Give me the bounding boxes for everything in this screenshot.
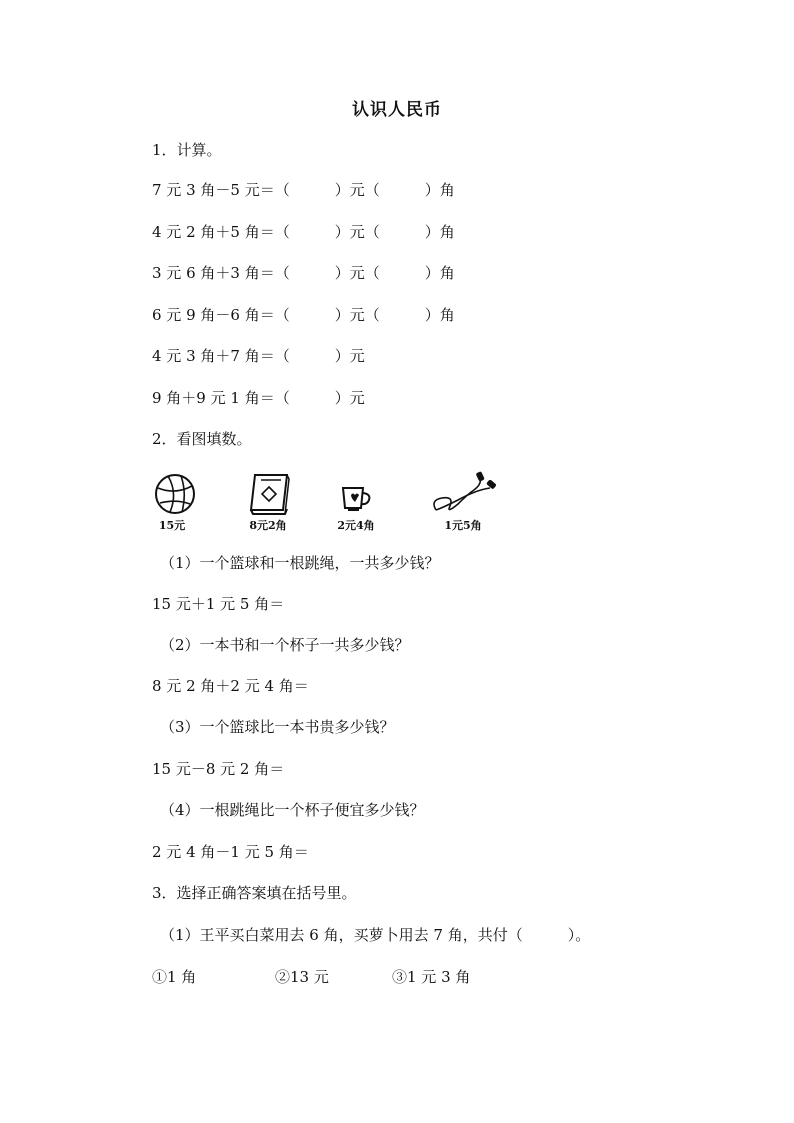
calc-row-2: 4 元 2 角＋5 角＝（ ）元（ ）角	[152, 223, 455, 241]
equation-2-3: 15 元－8 元 2 角＝	[152, 760, 285, 778]
page-title: 认识人民币	[352, 100, 442, 120]
cup-icon	[340, 484, 374, 514]
equation-2-4: 2 元 4 角－1 元 5 角＝	[152, 843, 309, 861]
calc-row-5: 4 元 3 角＋7 角＝（ ）元	[152, 347, 365, 365]
option-1: ①1 角	[152, 968, 197, 986]
question-2-2: （2）一本书和一个杯子一共多少钱？	[160, 636, 410, 654]
question-3-1: （1）王平买白菜用去 6 角，买萝卜用去 7 角，共付（ ）。	[160, 926, 591, 944]
jump-rope-icon	[428, 470, 500, 516]
option-2: ②13 元	[275, 968, 329, 986]
calc-row-3: 3 元 6 角＋3 角＝（ ）元（ ）角	[152, 264, 455, 282]
question-2-3: （3）一个篮球比一本书贵多少钱？	[160, 718, 395, 736]
book-price: 8元2角	[249, 519, 287, 532]
question-2-4: （4）一根跳绳比一个杯子便宜多少钱？	[160, 801, 425, 819]
basketball-icon	[154, 473, 196, 515]
section2-heading: 2．看图填数。	[152, 430, 252, 448]
section3-heading: 3．选择正确答案填在括号里。	[152, 884, 357, 902]
equation-2-1: 15 元＋1 元 5 角＝	[152, 595, 285, 613]
basketball-price: 15元	[158, 519, 186, 532]
cup-price: 2元4角	[337, 519, 375, 532]
calc-row-1: 7 元 3 角－5 元＝（ ）元（ ）角	[152, 181, 455, 199]
book-icon	[245, 472, 295, 516]
section1-heading: 1．计算。	[152, 141, 222, 159]
calc-row-4: 6 元 9 角－6 角＝（ ）元（ ）角	[152, 306, 455, 324]
calc-row-6: 9 角＋9 元 1 角＝（ ）元	[152, 389, 365, 407]
option-3: ③1 元 3 角	[392, 968, 471, 986]
equation-2-2: 8 元 2 角＋2 元 4 角＝	[152, 677, 309, 695]
question-2-1: （1）一个篮球和一根跳绳，一共多少钱？	[160, 554, 440, 572]
jump-rope-price: 1元5角	[444, 519, 482, 532]
